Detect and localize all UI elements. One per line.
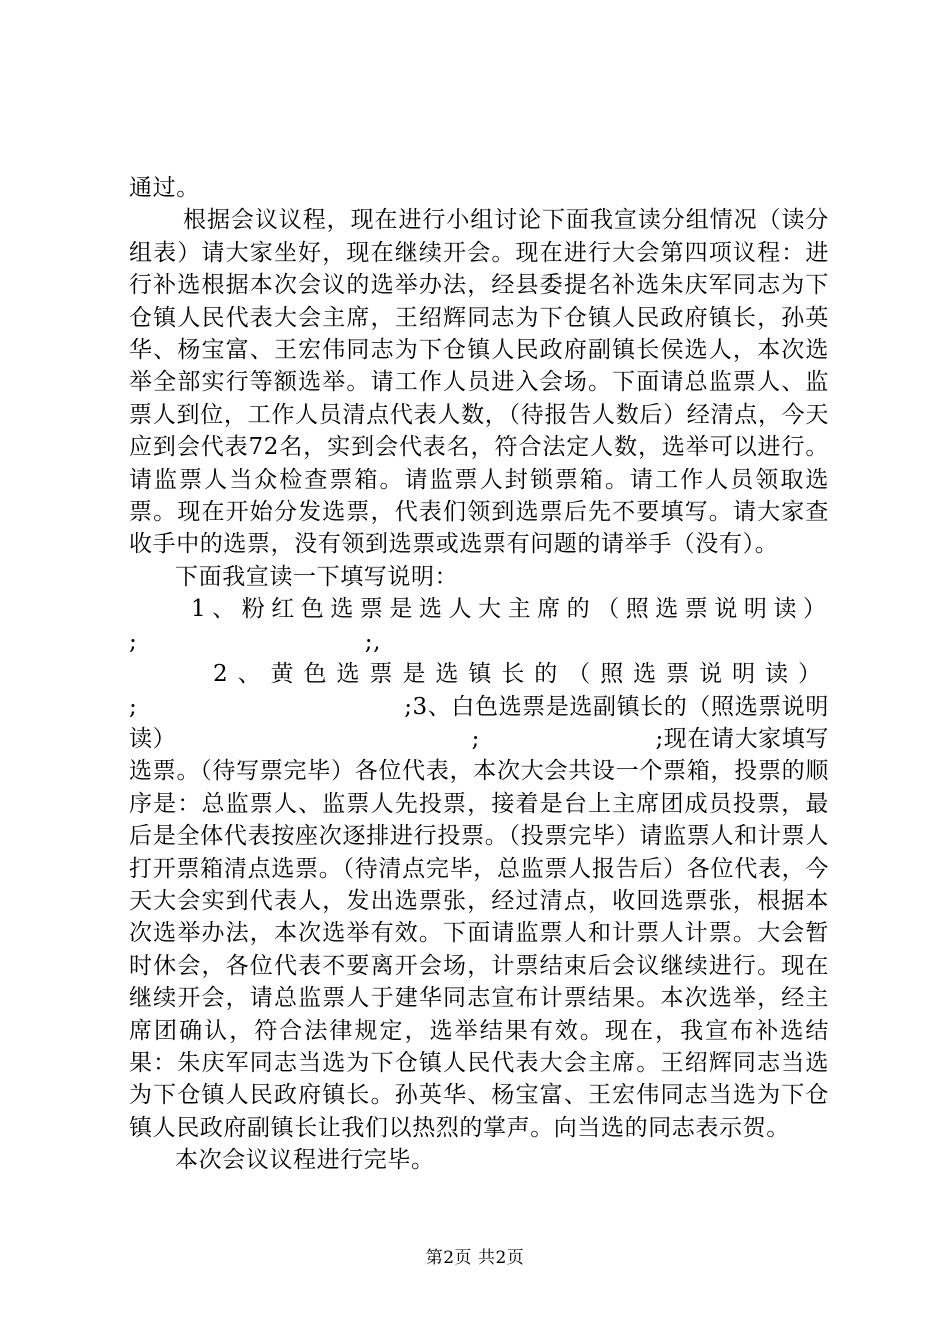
paragraph-voting-procedure: 选票。（待写票完毕）各位代表，本次大会共设一个票箱，投票的顺序是：总监票人、监票人先投票，接着是台上主席团成员投票，最后是全体代表按座次逐排进行投票。（投票完毕）请监票人和计票人打开票箱清点选票。（待清点完毕，总监票人报告后）各位代表，今天大会实到代表人，发出选票张，经过清点，收回选票张，根据本次选举办法，本次选举有效。下面请监票人和计票人计票。大会暂时休会，各位代表不要离开会场，计票结束后会议继续进行。现在继续开会，请总监票人于建华同志宣布计票结果。本次选举，经主席团确认，符合法律规定，选举结果有效。现在，我宣布补选结果：朱庆军同志当选为下仓镇人民代表大会主席。王绍辉同志当选为下仓镇人民政府镇长。孙英华、杨宝富、王宏伟同志当选为下仓镇人民政府副镇长让我们以热烈的掌声。向当选的同志表示贺。 xyxy=(129,758,829,1141)
read-label: 读） xyxy=(129,725,177,752)
item-white-ballot-line xyxy=(129,691,829,723)
paragraph-agenda-election: 根据会议议程，现在进行小组讨论下面我宣读分组情况（读分组表）请大家坐好，现在继续开会。现在进行大会第四项议程：进行补选根据本次会议的选举办法，经县委提名补选朱庆军同志为下仓镇人民代表大会主席，王绍辉同志为下仓镇人民政府镇长，孙英华、杨宝富、王宏伟同志为下仓镇人民政府副镇长侯选人，本次选举全部实行等额选举。请工作人员进入会场。下面请总监票人、监票人到位，工作人员清点代表人数，（待报告人数后）经清点，今天应到会代表72名，实到会代表名，符合法定人数，选举可以进行。请监票人当众检查票箱。请监票人封锁票箱。请工作人员领取选票。现在开始分发选票，代表们领到选票后先不要填写。请大家查收手中的选票，没有领到选票或选票有问题的请举手（没有）。 xyxy=(129,207,829,558)
semicolon-4: ; xyxy=(471,725,480,752)
document-body xyxy=(129,172,829,1177)
paragraph-closing: 本次会议议程进行完毕。 xyxy=(175,1147,435,1174)
page-footer: 第2页 共2页 xyxy=(425,1248,525,1268)
semicolon-2: ;, xyxy=(364,628,381,655)
semicolon-1: ; xyxy=(129,628,138,655)
paragraph-passed: 通过。 xyxy=(129,175,200,201)
item-pink-ballot: 1、粉红色选票是选人大主席的（照选票说明读） xyxy=(191,596,829,623)
item-white-ballot: ;3、白色选票是选副镇长的（照选票说明 xyxy=(404,693,829,720)
item-pink-ballot-continuation xyxy=(129,626,829,658)
paragraph-instructions-intro: 下面我宣读一下填写说明： xyxy=(175,563,459,590)
semicolon-3: ; xyxy=(129,693,138,720)
item-yellow-ballot: 2、黄色选票是选镇长的（照选票说明读） xyxy=(213,661,829,688)
please-fill-in: ;现在请大家填写 xyxy=(655,725,829,752)
item-white-ballot-continuation xyxy=(129,723,829,755)
